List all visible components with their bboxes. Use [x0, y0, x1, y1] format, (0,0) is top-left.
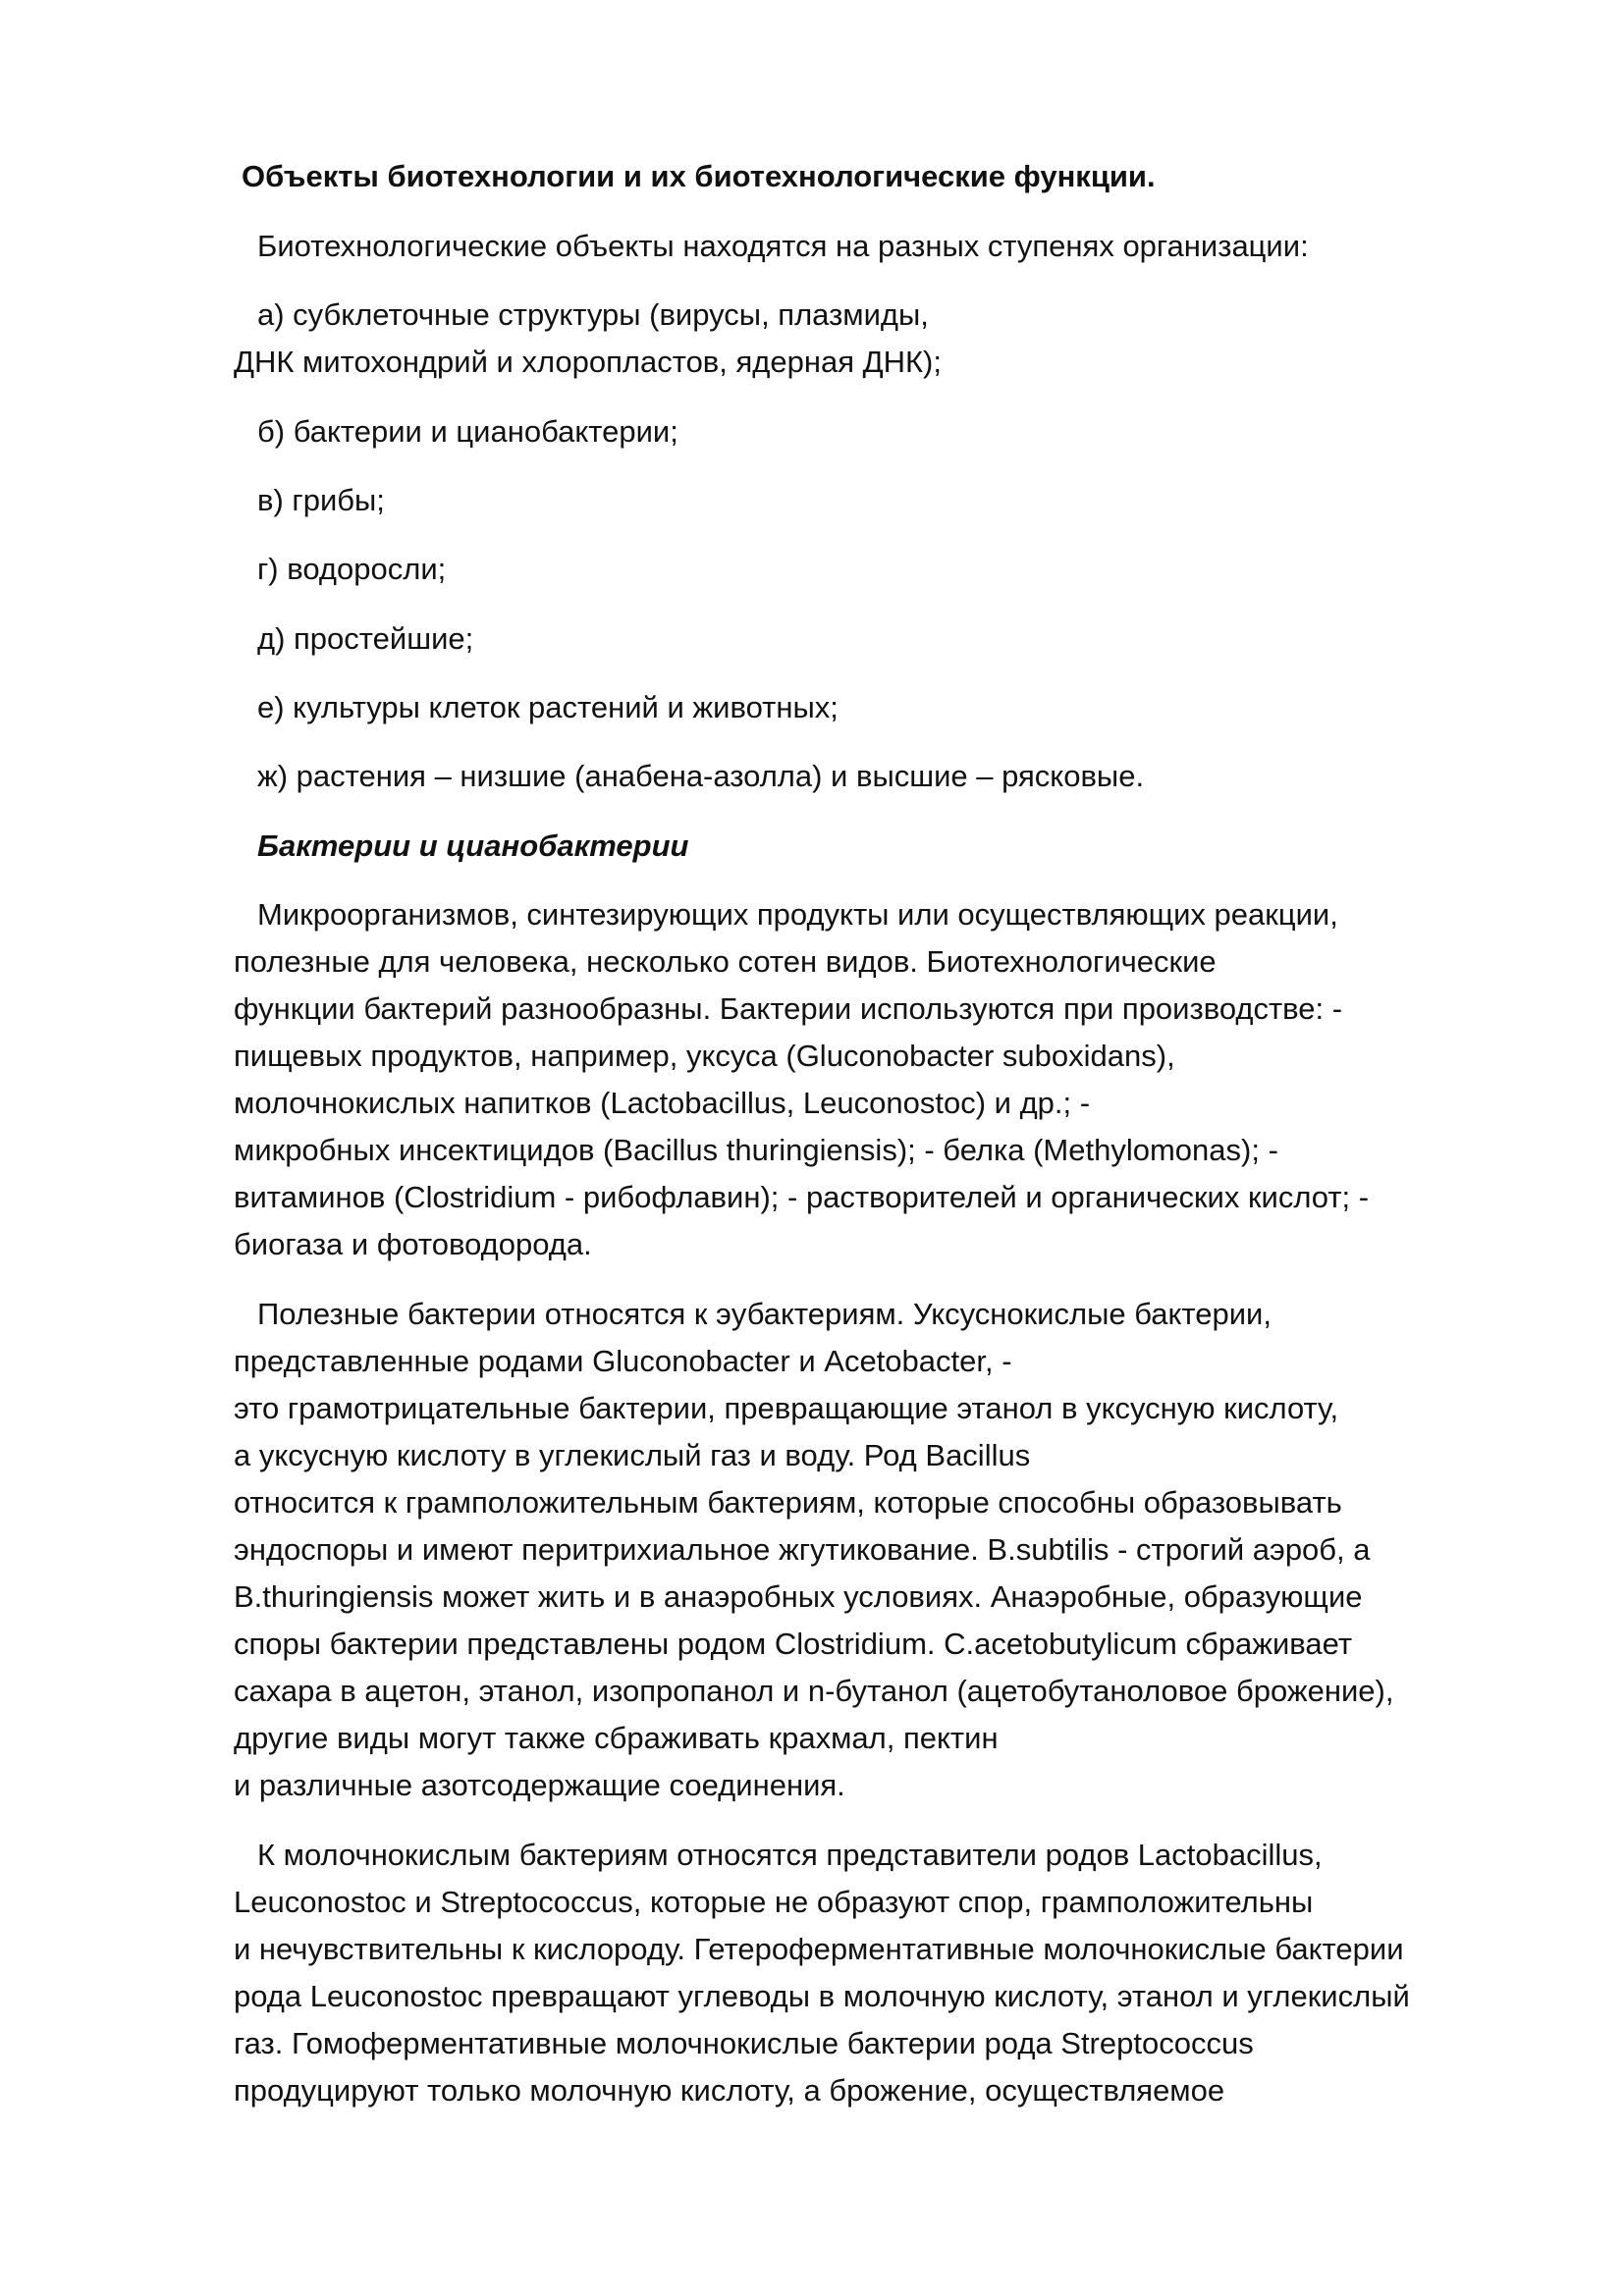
paragraph-line: газ. Гомоферментативные молочнокислые бактерии рода Streptococcus: [234, 2026, 1254, 2060]
paragraph-line: продуцируют только молочную кислоту, а брожение, осуществляемое: [234, 2073, 1225, 2108]
paragraph-line: это грамотрицательные бактерии, превращающие этанол в уксусную кислоту,: [234, 1391, 1339, 1425]
paragraph-line: B.thuringiensis может жить и в анаэробных условиях. Анаэробные, образующие: [234, 1579, 1363, 1614]
list-item: д) простейшие;: [257, 621, 474, 656]
paragraph-line: Полезные бактерии относятся к эубактериям. Уксуснокислые бактерии,: [257, 1297, 1272, 1331]
list-item: б) бактерии и цианобактерии;: [257, 414, 678, 449]
paragraph-line: другие виды могут также сбраживать крахмал, пектин: [234, 1721, 999, 1755]
list-item: а) субклеточные структуры (вирусы, плазмиды,: [257, 297, 929, 332]
list-item-continuation: ДНК митохондрий и хлоропластов, ядерная ДНК);: [234, 345, 942, 379]
list-item: г) водоросли;: [257, 552, 447, 586]
paragraph-line: полезные для человека, несколько сотен видов. Биотехнологические: [234, 944, 1217, 979]
paragraph-line: относится к грамположительным бактериям, которые способны образовывать: [234, 1485, 1342, 1520]
paragraph-line: и различные азотсодержащие соединения.: [234, 1768, 845, 1802]
paragraph-line: и нечувствительны к кислороду. Гетероферментативные молочнокислые бактерии: [234, 1932, 1404, 1966]
list-item: ж) растения – низшие (анабена-азолла) и высшие – рясковые.: [257, 759, 1145, 793]
paragraph-line: молочнокислых напитков (Lactobacillus, Leuconostoc) и др.; -: [234, 1086, 1091, 1120]
paragraph-line: эндоспоры и имеют перитрихиальное жгутикование. B.subtilis - строгий аэроб, а: [234, 1532, 1371, 1567]
paragraph-line: а уксусную кислоту в углекислый газ и воду. Род Bacillus: [234, 1438, 1031, 1472]
paragraph-line: витаминов (Clostridium - рибофлавин); - растворителей и органических кислот; -: [234, 1180, 1370, 1214]
list-item: е) культуры клеток растений и животных;: [257, 690, 839, 724]
paragraph-line: рода Leuconostoc превращают углеводы в молочную кислоту, этанол и углекислый: [234, 1979, 1410, 2013]
paragraph-line: микробных инсектицидов (Bacillus thuringiensis); - белка (Methylomonas); -: [234, 1133, 1278, 1167]
section-heading: Бактерии и цианобактерии: [257, 828, 689, 863]
paragraph-line: сахара в ацетон, этанол, изопропанол и n-бутанол (ацетобутаноловое брожение),: [234, 1674, 1394, 1708]
paragraph-line: биогаза и фотоводорода.: [234, 1227, 592, 1261]
paragraph-line: споры бактерии представлены родом Clostridium. C.acetobutylicum сбраживает: [234, 1627, 1353, 1661]
paragraph-line: Leuconostoc и Streptococcus, которые не образуют спор, грамположительны: [234, 1885, 1314, 1919]
paragraph-line: функции бактерий разнообразны. Бактерии используются при производстве: -: [234, 991, 1343, 1026]
intro-text: Биотехнологические объекты находятся на разных ступенях организации:: [257, 229, 1309, 263]
paragraph-line: пищевых продуктов, например, уксуса (Gluconobacter suboxidans),: [234, 1039, 1175, 1073]
paragraph-line: представленные родами Gluconobacter и Acetobacter, -: [234, 1344, 1012, 1378]
list-item: в) грибы;: [257, 483, 385, 517]
paragraph-line: К молочнокислым бактериям относятся представители родов Lactobacillus,: [257, 1838, 1323, 1872]
document-title: Объекты биотехнологии и их биотехнологические функции.: [242, 159, 1156, 193]
paragraph-line: Микроорганизмов, синтезирующих продукты или осуществляющих реакции,: [257, 897, 1338, 932]
